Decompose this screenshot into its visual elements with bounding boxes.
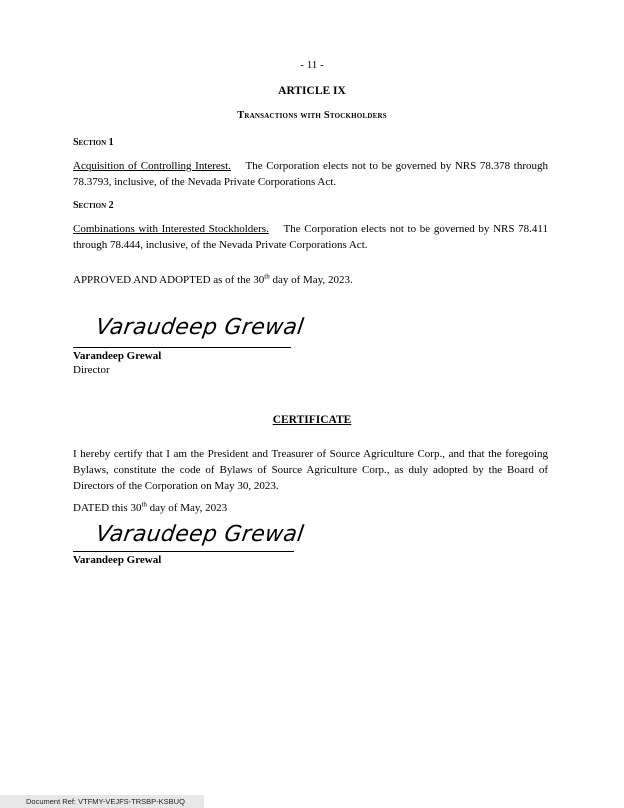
dated-sup: th xyxy=(141,500,147,509)
certificate-body: I hereby certify that I am the President and Treasurer of Source Agriculture Corp., and that the foregoing Bylaws, constitute the code of Bylaws of Source Agriculture Corp., as duly adopted by the Board of Directors of the Corporation on May 30, 2023. xyxy=(73,448,548,492)
approval-statement xyxy=(73,272,548,288)
dated-text: DATED this 30 xyxy=(73,502,142,514)
handwritten-signature-2: Varaudeep Grewal xyxy=(94,522,306,547)
signature-line-1 xyxy=(73,347,291,348)
section-2-body: The Corporation elects not to be governed by NRS 78.411 through 78.444, inclusive, of the Nevada Private Corporations Act. xyxy=(73,223,548,251)
dated-line xyxy=(73,502,227,514)
section-1-heading: Section 1 xyxy=(73,137,114,148)
dated-suffix: day of May, 2023 xyxy=(146,502,228,514)
section-2-paragraph xyxy=(73,221,548,253)
document-reference: Document Ref: VTFMY-VEJFS-TRSBP-KSBUQ xyxy=(0,795,204,808)
page-number: - 11 - xyxy=(300,59,324,71)
signatory-name-2: Varandeep Grewal xyxy=(73,554,162,566)
approval-text: APPROVED AND ADOPTED as of the 30 xyxy=(73,274,265,286)
approval-sup: th xyxy=(264,272,270,281)
handwritten-signature-1: Varaudeep Grewal xyxy=(94,315,306,340)
section-1-paragraph xyxy=(73,158,548,190)
section-1-body: The Corporation elects not to be governed by NRS 78.378 through 78.3793, inclusive, of the Nevada Private Corporations Act. xyxy=(73,160,549,188)
article-title: ARTICLE IX xyxy=(278,85,346,97)
signatory-role-1: Director xyxy=(73,364,110,376)
certificate-title: CERTIFICATE xyxy=(272,414,352,426)
section-1-title: Acquisition of Controlling Interest. xyxy=(73,160,231,172)
signatory-name-1: Varandeep Grewal xyxy=(73,350,162,362)
signature-line-2 xyxy=(73,551,294,552)
section-2-title: Combinations with Interested Stockholders. xyxy=(73,223,269,235)
approval-suffix: day of May, 2023. xyxy=(269,274,353,286)
section-2-heading: Section 2 xyxy=(73,200,114,211)
article-subtitle: Transactions with Stockholders xyxy=(237,110,387,121)
